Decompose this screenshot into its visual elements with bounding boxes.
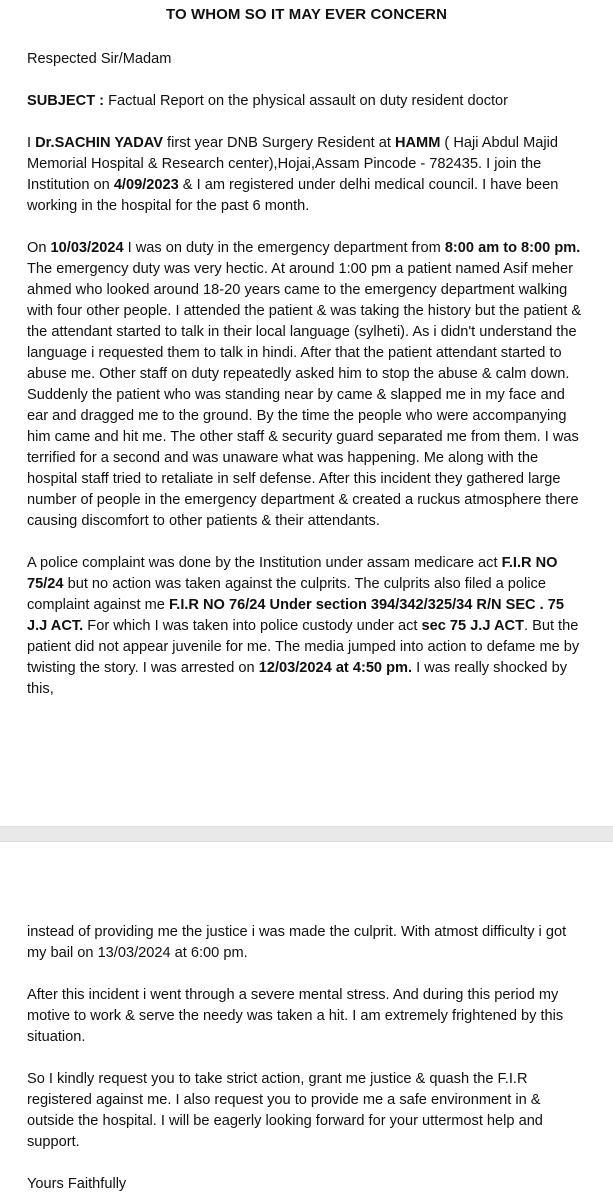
join-date: 4/09/2023	[113, 177, 179, 193]
letter-page-2	[0, 918, 613, 1200]
continuation-paragraph: instead of providing me the justice i was made the culprit. With atmost difficulty i got my bail on 13/03/2024 at 6:00 pm.	[27, 924, 567, 961]
incident-date: 10/03/2024	[50, 240, 124, 256]
arrest-datetime: 12/03/2024 at 4:50 pm.	[258, 660, 413, 676]
police-text-5: I was really shocked by this,	[27, 660, 567, 697]
incident-text-3: The emergency duty was very hectic. At around 1:00 pm a patient named Asif meher ahmed who looked around 18-20 years came to the emergency department walking with four other people. I attended the patient & was taking the history but the patient & the attendant started to talk in their local language (sylheti). As i didn't understand the language i requested them to talk in hindi. After that the patient attendant started to abuse me. Other staff on duty repeatedly asked him to stop the abuse & calm down. Suddenly the patient who was standing near by came & slapped me in my face and ear and dragged me to the ground. By the time the people who were accompanying him came and hit me. The other staff & security guard separated me from them. I was terrified for a second and was unaware what was happening. Me along with the hospital staff tried to retaliate in self defense. After this incident they gathered large number of people in the emergency department & created a ruckus atmosphere there causing discomfort to other patients & their attendants.	[27, 261, 582, 529]
intro-text-2: first year DNB Surgery Resident at	[162, 135, 395, 151]
police-paragraph	[27, 553, 586, 700]
incident-paragraph	[27, 238, 586, 532]
page-divider	[0, 826, 613, 842]
letter-title: TO WHOM SO IT MAY EVER CONCERN	[165, 6, 448, 23]
stress-paragraph: After this incident i went through a severe mental stress. And during this period my motive to work & serve the needy was taken a hit. I am extremely frightened by this situation.	[27, 987, 564, 1045]
fir-number-2: F.I.R NO 76/24 Under section 394/342/325/34 R/N SEC . 75 J.J ACT.	[27, 597, 564, 634]
act-section: sec 75 J.J ACT	[421, 618, 524, 634]
subject-label: SUBJECT :	[27, 93, 105, 109]
salutation: Respected Sir/Madam	[27, 51, 172, 67]
intro-text-4: & I am registered under delhi medical council. I have been working in the hospital for the past 6 month.	[27, 177, 559, 214]
police-text-1: A police complaint was done by the Institution under assam medicare act	[27, 555, 502, 571]
subject-text: Factual Report on the physical assault on duty resident doctor	[104, 93, 509, 109]
intro-text-3: ( Haji Abdul Majid Memorial Hospital & Research center),Hojai,Assam Pincode - 782435. I join the Institution on	[27, 135, 558, 193]
fir-number-1: F.I.R NO 75/24	[27, 555, 558, 592]
police-text-2: but no action was taken against the culprits. The culprits also filed a police complaint against me	[27, 576, 546, 613]
intro-text-1: I	[27, 135, 36, 151]
incident-text-1: On	[27, 240, 51, 256]
author-name: Dr.SACHIN YADAV	[35, 135, 163, 151]
police-text-3: For which I was taken into police custody under act	[83, 618, 422, 634]
duty-time: 8:00 am to 8:00 pm.	[444, 240, 581, 256]
hospital-abbr: HAMM	[394, 135, 441, 151]
subject-line	[27, 91, 586, 112]
police-text-4: . But the patient did not appear juvenile for me. The media jumped into action to defame me by twisting the story. I was arrested on	[27, 618, 580, 676]
signoff: Yours Faithfully	[27, 1176, 127, 1192]
intro-paragraph	[27, 133, 586, 217]
incident-text-2: I was on duty in the emergency department from	[123, 240, 445, 256]
request-paragraph: So I kindly request you to take strict action, grant me justice & quash the F.I.R registered against me. I also request you to provide me a safe environment in & outside the hospital. I will be eagerly looking forward for your uttermost help and support.	[27, 1071, 543, 1150]
